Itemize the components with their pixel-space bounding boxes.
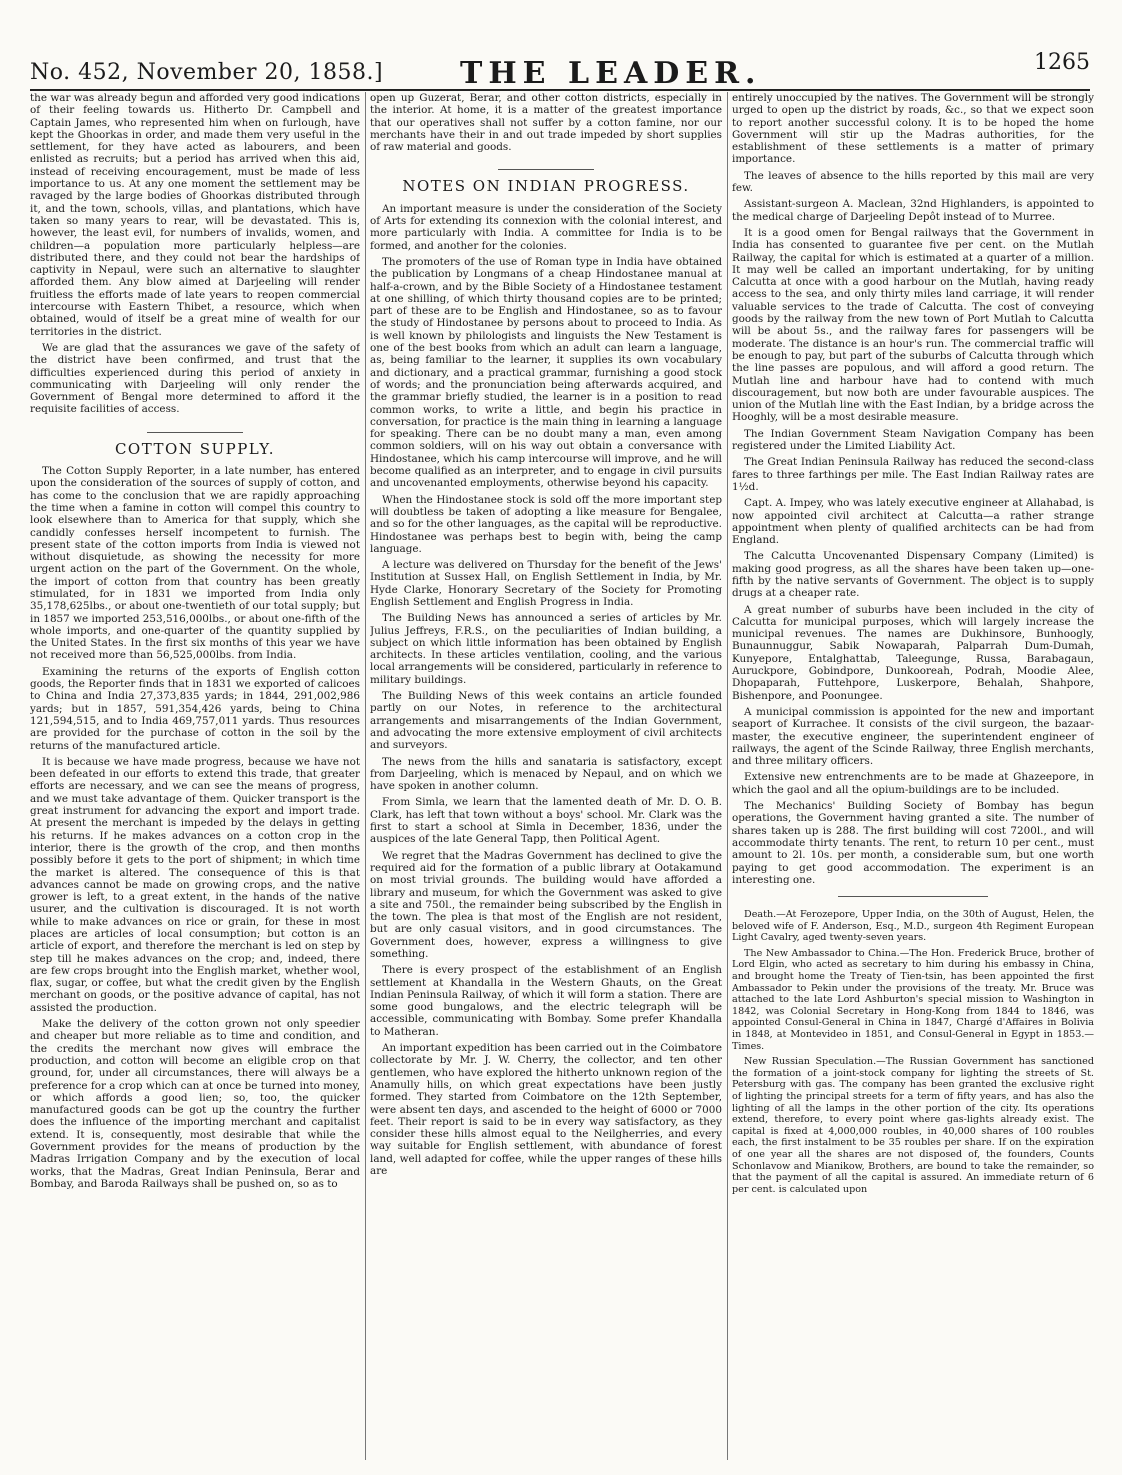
section-rule bbox=[838, 896, 988, 897]
paragraph: From Simla, we learn that the lamented death of Mr. D. O. B. Clark, has left that town without a boys' school. Mr. Clark was the first to start a school at Simla in December, 1836, under the auspices of the late General Tapp, then Political Agent. bbox=[370, 796, 722, 846]
paragraph: open up Guzerat, Berar, and other cotton districts, especially in the interior. At home, it is a matter of the greatest importance that our operatives shall not suffer by a cotton famine, nor our merchants have their in and out trade impeded by short supplies of raw material and goods. bbox=[370, 92, 722, 154]
page-header bbox=[30, 42, 1090, 90]
paragraph: The news from the hills and sanataria is satisfactory, except from Darjeeling, which is menaced by Nepaul, and on which we have spoken in another column. bbox=[370, 755, 722, 793]
paragraph: It is a good omen for Bengal railways that the Government in India has consented to guarantee five per cent. on the Mutlah Railway, the capital for which is estimated at a quarter of a million. It may well be called an important undertaking, for by uniting Calcutta at once with a good harbour on the Mutlah, having ready access to the sea, and only thirty miles land carriage, it will render valuable services to the trade of Calcutta. The cost of conveying goods by the railway from the new town of Port Mutlah to Calcutta will be about 5s., and the railway fares for passengers will be moderate. The distance is an hour's run. The commercial traffic will be enough to pay, but part of the suburbs of Calcutta through which the line passes are populous, and will afford a good return. The Mutlah line and harbour have had to contend with much discouragement, but now both are under favourable auspices. The union of the Mutlah line with the East Indian, by a bridge across the Hooghly, will be a most desirable measure. bbox=[732, 226, 1094, 424]
paragraph: An important expedition has been carried out in the Coimbatore collectorate by Mr. J. W. Cherry, the collector, and ten other gentlemen, who have explored the hitherto unknown region of the Anamully hills, on which great expectations have been justly formed. They started from Coimbatore on the 12th September, were absent ten days, and ascended to the height of 6000 or 7000 feet. Their report is said to be in every way satisfactory, as they consider these hills almost equal to the Neilgherries, and every way suitable for English settlement, with abundance of forest land, well adapted for coffee, while the upper ranges of these hills are bbox=[370, 1042, 722, 1178]
paragraph: The Calcutta Uncovenanted Dispensary Company (Limited) is making good progress, as all the shares have been taken up—one-fifth by the native servants of Government. The object is to supply drugs at a cheaper rate. bbox=[732, 550, 1094, 600]
paragraph: We regret that the Madras Government has declined to give the required aid for the formation of a public library at Ootakamund on most trivial grounds. The building would have afforded a library and museum, for which the Government was asked to give a site and 750l., the remainder being subscribed by the English in the town. The plea is that most of the English are not resident, but are only casual visitors, and in good circumstances. The Government does, however, express a willingness to give something. bbox=[370, 849, 722, 960]
paragraph: the war was already begun and afforded very good indications of their feeling towards us. Hitherto Dr. Campbell and Captain James, who represented him when on furlough, have kept the Ghoorkas in order, and made them very useful in the settlement, for they have acted as labourers, and been enlisted as recruits; but a period has arrived when this aid, instead of receiving encouragement, must be made of less importance to us. At any one moment the settlement may be ravaged by the large bodies of Ghoorkas distributed through it, and the town, schools, villas, and plantations, which have taken so many years to rear, will be devastated. This is, however, the least evil, for numbers of invalids, women, and children—a population more particularly helpless—are distributed there, and they could not bear the hardships of captivity in Nepaul, were such an alternative to slaughter afforded them. Any blow aimed at Darjeeling will render fruitless the efforts made of late years to reopen commercial intercourse with Eastern Thibet, a resource, which when obtained, would of itself be a great mine of wealth for our territories in the district. bbox=[30, 92, 360, 338]
paragraph: The Building News of this week contains an article founded partly on our Notes, in reference to the architectural arrangements and misarrangements of the Indian Government, and advocating the more extensive employment of civil architects and surveyors. bbox=[370, 690, 722, 752]
section-title-indian-progress: NOTES ON INDIAN PROGRESS. bbox=[402, 177, 690, 196]
paragraph: The Building News has announced a series of articles by Mr. Julius Jeffreys, F.R.S., on the peculiarities of Indian building, a subject on which little information has been obtained by English architects. In these articles ventilation, cooling, and the various local arrangements will be considered, particularly in reference to military buildings. bbox=[370, 612, 722, 686]
paragraph: The New Ambassador to China.—The Hon. Frederick Bruce, brother of Lord Elgin, who acted as secretary to him during his embassy in China, and brought home the Treaty of Tien-tsin, has been appointed the first Ambassador to Pekin under the provisions of the treaty. Mr. Bruce was attached to the late Lord Ashburton's special mission to Washington in 1842, was Colonial Secretary in Hong-Kong from 1844 to 1846, was appointed Consul-General in China in 1847, Chargé d'Affaires in Bolivia in 1848, at Montevideo in 1851, and Consul-General in Egypt in 1853.—Times. bbox=[732, 947, 1094, 1052]
paragraph: Make the delivery of the cotton grown not only speedier and cheaper but more reliable as to time and condition, and the credits the merchant now gives will embrace the production, and cotton will become an eligible crop on that ground, for, under all circumstances, there will always be a preference for a crop which can at once be turned into money, or which affords a good lien; so, too, the quicker manufactured goods can be got up the country the further does the influence of the importing merchant and capitalist extend. It is, consequently, most desirable that while the Government provides for the means of production by the Madras Irrigation Company and by the execution of local works, that the Madras, Great Indian Peninsula, Berar and Bombay, and Baroda Railways shall be pushed on, so as to bbox=[30, 1018, 360, 1190]
column-divider bbox=[365, 92, 366, 1460]
masthead: THE LEADER. bbox=[460, 56, 762, 91]
paragraph: A great number of suburbs have been included in the city of Calcutta for municipal purposes, which will largely increase the municipal revenues. The names are Dukhinsore, Bunhoogly, Bunaunnuggur, Sabik Nowaparah, Palparrah Dum-Dumah, Kunyepore, Entalghattab, Taleegunge, Russa, Barabagaun, Auruckpore, Gobindpore, Dunkooreah, Podrah, Moodie Alee, Dhopaparah, Futtehpore, Luskerpore, Behalah, Shahpore, Bishenpore, and Poonungee. bbox=[732, 603, 1094, 702]
paragraph: entirely unoccupied by the natives. The Government will be strongly urged to open up the district by roads, &c., so that we expect soon to report another successful colony. It is to be hoped the home Government will stir up the Madras authorities, for the establishment of these settlements is a matter of primary importance. bbox=[732, 92, 1094, 166]
paragraph: When the Hindostanee stock is sold off the more important step will doubtless be taken of adopting a like measure for Bengalee, and so for the other languages, as the capital will be reproductive. Hindostanee was perhaps best to begin with, being the camp language. bbox=[370, 493, 722, 555]
paragraph: The Indian Government Steam Navigation Company has been registered under the Limited Liability Act. bbox=[732, 427, 1094, 453]
death-notice: Death.—At Ferozepore, Upper India, on the 30th of August, Helen, the beloved wife of F. Anderson, Esq., M.D., surgeon 4th Regiment European Light Cavalry, aged twenty-seven years. bbox=[732, 909, 1094, 944]
paragraph: Examining the returns of the exports of English cotton goods, the Reporter finds that in 1831 we exported of calicoes to China and India 27,373,835 yards; in 1844, 291,002,986 yards; but in 1857, 591,354,426 yards, being to China 121,594,515, and to India 469,757,011 yards. Thus resources are provided for the purchase of cotton in the soil by the returns of the manufactured article. bbox=[30, 665, 360, 752]
column-divider bbox=[727, 92, 728, 1460]
paragraph: There is every prospect of the establishment of an English settlement at Khandalla in the Western Ghauts, on the Great Indian Peninsula Railway, of which it will form a station. There are some good bungalows, and the electric telegraph will be accessible, communicating with Bombay. Some prefer Khandalla to Matheran. bbox=[370, 964, 722, 1038]
page-number: 1265 bbox=[1034, 50, 1090, 75]
paragraph: New Russian Speculation.—The Russian Government has sanctioned the formation of a joint-stock company for lighting the streets of St. Petersburg with gas. The company has been granted the exclusive right of lighting the principal streets for a term of fifty years, and has also the lighting of all the lamps in the other portion of the city. Its operations extend, therefore, to every point where gas-lights already exist. The capital is fixed at 4,000,000 roubles, in 40,000 shares of 100 roubles each, the first instalment to be 35 roubles per share. If on the expiration of one year all the shares are not disposed of, the founders, Counts Schonlavow and Mianikow, Brothers, are bound to take the remainder, so that the payment of all the capital is assured. An immediate return of 6 per cent. is calculated upon bbox=[732, 1056, 1094, 1195]
section-rule bbox=[147, 432, 243, 433]
paragraph: The Great Indian Peninsula Railway has reduced the second-class fares to three farthings per mile. The East Indian Railway rates are 1½d. bbox=[732, 456, 1094, 493]
column-3 bbox=[732, 92, 1094, 1460]
paragraph: Extensive new entrenchments are to be made at Ghazeepore, in which the gaol and all the opium-buildings are to be included. bbox=[732, 771, 1094, 796]
column-1 bbox=[30, 92, 360, 1460]
section-title-cotton-supply: COTTON SUPPLY. bbox=[114, 439, 276, 458]
paragraph: It is because we have made progress, because we have not been defeated in our efforts to extend this trade, that greater efforts are necessary, and we can see the means of progress, and we must take advantage of them. Quicker transport is the great instrument for advancing the export and import trade. At present the merchant is impeded by the delays in getting his returns. If he makes advances on a cotton crop in the interior, there is the growth of the crop, and then months possibly before it gets to the port of shipment; in which time the market is altered. The consequence of this is that advances cannot be made on growing crops, and the native grower is left, to a great extent, in the hands of the native usurer, and the cultivation is discouraged. It is not worth while to make advances on rice or grain, for these in most places are articles of local consumption; but cotton is an article of export, and therefore the merchant is led on step by step till he makes advances on the crop; and, indeed, there are few crops brought into the English market, whether wool, flax, sugar, or coffee, but what the credit given by the English merchant on goods, or the positive advance of capital, has not assisted the production. bbox=[30, 755, 360, 1014]
paragraph: We are glad that the assurances we gave of the safety of the district have been confirmed, and trust that the difficulties experienced during this period of anxiety in communicating with Darjeeling will only render the Government of Bengal more determined to afford it the requisite facilities of access. bbox=[30, 341, 360, 416]
paragraph: The Cotton Supply Reporter, in a late number, has entered upon the consideration of the sources of supply of cotton, and has come to the conclusion that we are rapidly approaching the time when a famine in cotton will compel this country to look elsewhere than to America for that supply, which she candidly confesses herself incompetent to furnish. The present state of the cotton imports from India is viewed not without disquietude, as showing the necessity for more urgent action on the part of the Government. On the whole, the import of cotton from that country has been greatly stimulated, for in 1831 we imported from India only 35,178,625lbs., or about one-twentieth of our total supply; but in 1857 we imported 253,516,000lbs., or about one-fifth of the whole imports, and one-quarter of the quantity supplied by the United States. In the first six months of this year we have not received more than 56,525,000lbs. from India. bbox=[30, 465, 360, 662]
issue-line: No. 452, November 20, 1858.] bbox=[30, 60, 384, 85]
paragraph: Assistant-surgeon A. Maclean, 32nd Highlanders, is appointed to the medical charge of Darjeeling Depôt instead of to Murree. bbox=[732, 198, 1094, 223]
paragraph: Capt. A. Impey, who was lately executive engineer at Allahabad, is now appointed civil architect at Calcutta—a rather strange appointment when plenty of qualified architects can be had from England. bbox=[732, 497, 1094, 547]
paragraph: A lecture was delivered on Thursday for the benefit of the Jews' Institution at Sussex Hall, on English Settlement in India, by Mr. Hyde Clarke, Honorary Secretary of the Society for Promoting English Settlement and English Progress in India. bbox=[370, 559, 722, 608]
paragraph: The Mechanics' Building Society of Bombay has begun operations, the Government having granted a site. The number of shares taken up is 288. The first building will cost 7200l., and will accommodate thirty tenants. The rent, to return 10 per cent., must amount to 2l. 10s. per month, a considerable sum, but one worth paying to get good accommodation. The experiment is an interesting one. bbox=[732, 800, 1094, 886]
paragraph: The promoters of the use of Roman type in India have obtained the publication by Longmans of a cheap Hindostanee manual at half-a-crown, and by the Bible Society of a Hindostanee testament at one shilling, of which thirty thousand copies are to be printed; part of these are to be English and Hindostanee, so as to favour the study of Hindostanee by persons about to proceed to India. As is well known by philologists and linguists the New Testament is one of the best books from which an adult can learn a language, as, being familiar to the learner, it supplies its own vocabulary and dictionary, and a practical grammar, furnishing a good stock of words; and the pronunciation being afterwards acquired, and the grammar briefly studied, the learner is in a position to read common works, to write a little, and begin his practice in conversation, for practice is the main thing in learning a language for speaking. There can be no doubt many a man, even among common soldiers, will on his way out obtain a conversance with Hindostanee, which his camp intercourse will improve, and he will become qualified as an interpreter, and to engage in civil pursuits and uncovenanted employments, otherwise beyond his capacity. bbox=[370, 255, 722, 490]
column-2 bbox=[370, 92, 722, 1460]
paragraph: An important measure is under the consideration of the Society of Arts for extending its connexion with the colonial interest, and more particularly with India. A committee for India is to be formed, and another for the colonies. bbox=[370, 202, 722, 252]
paragraph: A municipal commission is appointed for the new and important seaport of Kurrachee. It consists of the civil surgeon, the bazaar-master, the executive engineer, the superintendent engineer of railways, the agent of the Scinde Railway, three English merchants, and three military officers. bbox=[732, 705, 1094, 768]
paragraph: The leaves of absence to the hills reported by this mail are very few. bbox=[732, 169, 1094, 195]
header-rule bbox=[30, 89, 1090, 91]
section-rule bbox=[498, 169, 594, 170]
